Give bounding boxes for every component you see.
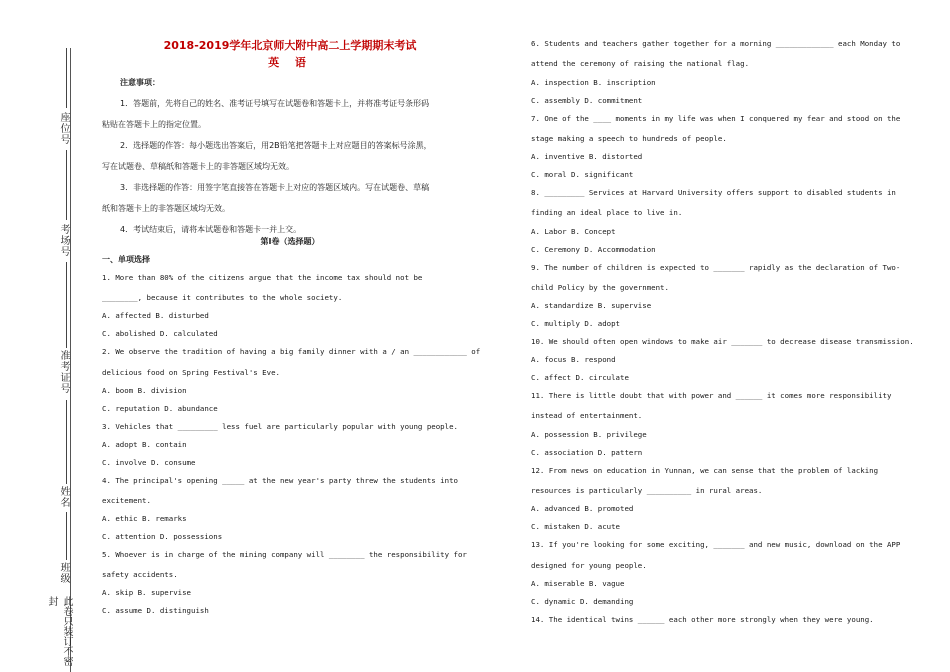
option-line: A. focus B. respond bbox=[531, 355, 616, 364]
note-line: 3．非选择题的作答：用签字笔直接答在答题卡上对应的答题区域内。写在试题卷、草稿 bbox=[120, 183, 430, 192]
note-line: 4．考试结束后，请将本试题卷和答题卡一并上交。 bbox=[120, 225, 302, 234]
question-text: 14. The identical twins ______ each other more strongly when they were young. bbox=[531, 615, 874, 624]
question-text: instead of entertainment. bbox=[531, 411, 643, 420]
option-line: A. inventive B. distorted bbox=[531, 152, 643, 161]
notes-block bbox=[102, 72, 478, 240]
section-heading: 一、单项选择 bbox=[102, 255, 150, 264]
question-text: delicious food on Spring Festival's Eve. bbox=[102, 368, 280, 377]
option-line: A. Labor B. Concept bbox=[531, 227, 616, 236]
question-text: 11. There is little doubt that with power and ______ it comes more responsibility bbox=[531, 391, 892, 400]
question-text: stage making a speech to hundreds of people. bbox=[531, 134, 727, 143]
question-text: 1. More than 80% of the citizens argue that the income tax should not be bbox=[102, 273, 423, 282]
subject-title: 英 语 bbox=[268, 56, 312, 69]
field-underline bbox=[66, 400, 67, 484]
name-label: 姓名 bbox=[58, 486, 69, 508]
note-line: 粘贴在答题卡上的指定位置。 bbox=[102, 120, 206, 129]
question-text: resources is particularly __________ in rural areas. bbox=[531, 486, 763, 495]
option-line: A. adopt B. contain bbox=[102, 440, 187, 449]
field-underline bbox=[66, 150, 67, 220]
option-line: C. affect D. circulate bbox=[531, 373, 629, 382]
question-text: attend the ceremony of raising the national flag. bbox=[531, 59, 750, 68]
option-line: A. miserable B. vague bbox=[531, 579, 625, 588]
seal-notice: 此卷只装订不密封 bbox=[46, 596, 72, 666]
option-line: C. association D. pattern bbox=[531, 448, 643, 457]
notes-heading: 注意事项： bbox=[120, 78, 160, 87]
option-line: C. attention D. possessions bbox=[102, 532, 223, 541]
question-text: safety accidents. bbox=[102, 570, 178, 579]
question-text: ________, because it contributes to the whole society. bbox=[102, 293, 343, 302]
option-line: C. abolished D. calculated bbox=[102, 329, 218, 338]
question-text: 4. The principal's opening _____ at the new year's party threw the students into bbox=[102, 476, 458, 485]
option-line: C. involve D. consume bbox=[102, 458, 196, 467]
part-heading: 第I卷（选择题） bbox=[260, 237, 320, 246]
question-text: finding an ideal place to live in. bbox=[531, 208, 683, 217]
question-text: excitement. bbox=[102, 496, 151, 505]
question-text: 9. The number of children is expected to _______ rapidly as the declaration of Two- bbox=[531, 263, 901, 272]
question-text: child Policy by the government. bbox=[531, 283, 669, 292]
field-underline bbox=[66, 512, 67, 560]
exam-title: 2018-2019学年北京师大附中高二上学期期末考试 bbox=[163, 39, 417, 52]
option-line: A. possession B. privilege bbox=[531, 430, 647, 439]
question-text: 7. One of the ____ moments in my life was when I conquered my fear and stood on the bbox=[531, 114, 901, 123]
question-text: 2. We observe the tradition of having a big family dinner with a / an ____________ of bbox=[102, 347, 481, 356]
option-line: C. assembly D. commitment bbox=[531, 96, 643, 105]
question-text: 6. Students and teachers gather together for a morning _____________ each Monday to bbox=[531, 39, 901, 48]
question-text: 3. Vehicles that _________ less fuel are particularly popular with young people. bbox=[102, 422, 458, 431]
option-line: C. multiply D. adopt bbox=[531, 319, 620, 328]
question-text: designed for young people. bbox=[531, 561, 647, 570]
question-text: 5. Whoever is in charge of the mining company will ________ the responsibility for bbox=[102, 550, 467, 559]
class-label: 班级 bbox=[58, 562, 69, 584]
option-line: C. moral D. significant bbox=[531, 170, 634, 179]
option-line: C. dynamic D. demanding bbox=[531, 597, 634, 606]
option-line: A. boom B. division bbox=[102, 386, 187, 395]
option-line: C. reputation D. abundance bbox=[102, 404, 218, 413]
option-line: A. affected B. disturbed bbox=[102, 311, 209, 320]
option-line: A. skip B. supervise bbox=[102, 588, 191, 597]
question-text: 8. _________ Services at Harvard University offers support to disabled students in bbox=[531, 188, 896, 197]
option-line: A. advanced B. promoted bbox=[531, 504, 634, 513]
seat-number-label: 座位号 bbox=[58, 112, 69, 145]
option-line: A. standardize B. supervise bbox=[531, 301, 652, 310]
field-underline bbox=[66, 48, 67, 108]
binding-margin bbox=[0, 0, 98, 672]
question-text: 13. If you're looking for some exciting, _______ and new music, download on the APP bbox=[531, 540, 901, 549]
note-line: 2．选择题的作答：每小题选出答案后，用2B铅笔把答题卡上对应题目的答案标号涂黑， bbox=[120, 141, 432, 150]
note-line: 1．答题前，先将自己的姓名、准考证号填写在试题卷和答题卡上，并将准考证号条形码 bbox=[120, 99, 430, 108]
question-text: 12. From news on education in Yunnan, we can sense that the problem of lacking bbox=[531, 466, 879, 475]
option-line: C. Ceremony D. Accommodation bbox=[531, 245, 656, 254]
option-line: C. mistaken D. acute bbox=[531, 522, 620, 531]
exam-room-label: 考场号 bbox=[58, 224, 69, 257]
admission-number-label: 准考证号 bbox=[58, 350, 69, 394]
note-line: 写在试题卷、草稿纸和答题卡上的非答题区域均无效。 bbox=[102, 162, 294, 171]
option-line: A. inspection B. inscription bbox=[531, 78, 656, 87]
field-underline bbox=[66, 262, 67, 348]
note-line: 纸和答题卡上的非答题区域均无效。 bbox=[102, 204, 230, 213]
option-line: A. ethic B. remarks bbox=[102, 514, 187, 523]
option-line: C. assume D. distinguish bbox=[102, 606, 209, 615]
question-text: 10. We should often open windows to make air _______ to decrease disease transmission. bbox=[531, 337, 914, 346]
